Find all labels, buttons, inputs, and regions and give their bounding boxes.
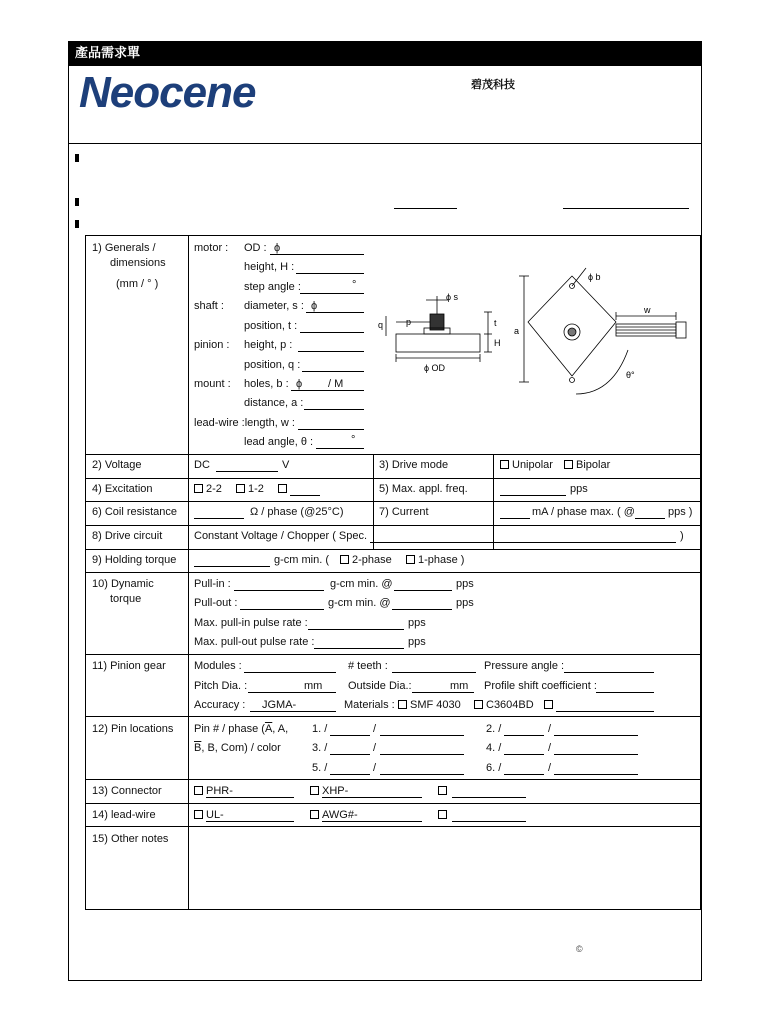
pin-5-phase-field[interactable] — [330, 774, 370, 775]
position-t-label: position, t : — [244, 320, 298, 332]
pin-1-color-field[interactable] — [380, 735, 464, 736]
max-pullin-pps: pps — [408, 617, 426, 629]
row-line — [86, 454, 700, 455]
pullin-label: Pull-in : — [194, 578, 231, 590]
teeth-field[interactable] — [392, 672, 476, 673]
q-label: q — [378, 320, 384, 330]
od-field[interactable] — [270, 254, 364, 255]
pin-5-slash: / — [373, 762, 377, 774]
excitation-12-option[interactable]: 1-2 — [236, 483, 264, 496]
excitation-22-checkbox[interactable] — [194, 484, 203, 493]
c3604bd-checkbox[interactable] — [474, 700, 483, 709]
holding-torque-unit: g-cm min. ( — [274, 554, 329, 566]
current-pps-field[interactable] — [635, 518, 665, 519]
leadwire-other-field[interactable] — [452, 821, 526, 822]
holes-m: / M — [328, 378, 344, 390]
r5-label: 5) Max. appl. freq. — [379, 483, 468, 495]
height-p-label: height, p : — [244, 339, 293, 351]
pin-2-phase-field[interactable] — [504, 735, 544, 736]
ul-checkbox[interactable] — [194, 810, 203, 819]
row-line — [86, 826, 700, 827]
pin-6-color-field[interactable] — [554, 774, 638, 775]
pressure-field[interactable] — [564, 672, 654, 673]
pin-2-color-field[interactable] — [554, 735, 638, 736]
theta-label: θ° — [626, 370, 635, 380]
col-line — [493, 454, 494, 549]
od-symbol: ϕ — [274, 242, 281, 254]
pin-6-label: 6. / — [486, 762, 502, 774]
pullin-pps: pps — [456, 578, 474, 590]
pullout-unit: g-cm min. @ — [328, 597, 391, 609]
shaft-label: shaft : — [194, 300, 224, 312]
voltage-dc: DC — [194, 459, 210, 471]
distance-field[interactable] — [304, 409, 364, 410]
position-t-field[interactable] — [300, 332, 364, 333]
phr-checkbox[interactable] — [194, 786, 203, 795]
pullout-label: Pull-out : — [194, 597, 238, 609]
max-pullout-pps: pps — [408, 636, 426, 648]
two-phase-option[interactable]: 2-phase — [340, 554, 392, 567]
smf4030-checkbox[interactable] — [398, 700, 407, 709]
lead-angle-field[interactable] — [316, 448, 364, 449]
p-label: p — [406, 317, 412, 327]
w-label: w — [644, 305, 651, 315]
current-unit-2: pps ) — [668, 506, 693, 518]
degree-mark: ° — [352, 279, 357, 291]
pin-3-color-field[interactable] — [380, 754, 464, 755]
r14-label: 14) lead-wire — [92, 809, 156, 821]
awg-option[interactable]: AWG#- — [310, 809, 358, 822]
r12-label: 12) Pin locations — [92, 723, 174, 735]
excitation-12-checkbox[interactable] — [236, 484, 245, 493]
pullin-field[interactable] — [234, 590, 324, 591]
max-pullout-field[interactable] — [314, 648, 404, 649]
step-angle-label: step angle : — [244, 281, 301, 293]
a-label: a — [514, 326, 520, 336]
lead-degree-mark: ° — [351, 434, 356, 446]
step-angle-field[interactable] — [300, 293, 364, 294]
pullin-unit: g-cm min. @ — [330, 578, 393, 590]
pin-2-label: 2. / — [486, 723, 502, 735]
pin-4-color-field[interactable] — [554, 754, 638, 755]
max-pullout-label: Max. pull-out pulse rate : — [194, 636, 315, 648]
bullet-3 — [75, 220, 79, 228]
leadwire-length-label: lead-wire :length, w : — [194, 417, 295, 429]
other-notes-area[interactable] — [190, 828, 698, 908]
r6-label: 6) Coil resistance — [92, 506, 177, 518]
unipolar-checkbox[interactable] — [500, 460, 509, 469]
excitation-other-field[interactable] — [290, 495, 320, 496]
accuracy-label: Accuracy : — [194, 699, 246, 711]
row-line — [86, 501, 700, 502]
phi-b-label: ϕ b — [588, 272, 601, 282]
company-name: 碧茂科技 — [471, 78, 515, 91]
material-other-field[interactable] — [556, 711, 654, 712]
height-h-field[interactable] — [296, 273, 364, 274]
pin-6-slash: / — [548, 762, 552, 774]
diameter-label: diameter, s : — [244, 300, 304, 312]
row-line — [86, 478, 700, 479]
pullout-field[interactable] — [240, 609, 324, 610]
r11-label: 11) Pinion gear — [92, 660, 166, 672]
pin-3-phase-field[interactable] — [330, 754, 370, 755]
xhp-field[interactable] — [322, 797, 422, 798]
pinion-label: pinion : — [194, 339, 230, 351]
t-label: t — [494, 318, 497, 328]
pin-5-label: 5. / — [312, 762, 328, 774]
drive-spec-field[interactable] — [370, 542, 676, 543]
excitation-22-option[interactable]: 2-2 — [194, 483, 222, 496]
bipolar-option[interactable]: Bipolar — [564, 459, 610, 472]
bullet-1 — [75, 154, 79, 162]
lead-angle-label: lead angle, θ : — [244, 436, 314, 448]
xhp-option[interactable]: XHP- — [310, 785, 348, 798]
one-phase-option[interactable]: 1-phase ) — [406, 554, 464, 567]
pullin-pps-field[interactable] — [394, 590, 452, 591]
bipolar-checkbox[interactable] — [564, 460, 573, 469]
pitch-field[interactable] — [248, 692, 336, 693]
modules-field[interactable] — [244, 672, 336, 673]
xhp-checkbox[interactable] — [310, 786, 319, 795]
motor-label: motor : — [194, 242, 229, 254]
r1-label-1: 1) Generals / — [92, 242, 156, 254]
pressure-label: Pressure angle : — [484, 660, 565, 672]
pin-4-phase-field[interactable] — [504, 754, 544, 755]
leadwire-length-field[interactable] — [298, 429, 364, 430]
position-q-label: position, q : — [244, 359, 301, 371]
phr-field[interactable] — [206, 797, 294, 798]
r7-label: 7) Current — [379, 506, 429, 518]
c3604bd-option[interactable]: C3604BD — [474, 699, 534, 712]
pullout-pps: pps — [456, 597, 474, 609]
excitation-other-checkbox[interactable] — [278, 484, 287, 493]
one-phase-checkbox[interactable] — [406, 555, 415, 564]
holes-label: holes, b : — [244, 378, 289, 390]
position-q-field[interactable] — [302, 371, 364, 372]
diameter-symbol: ϕ — [311, 300, 318, 312]
teeth-label: # teeth : — [348, 660, 388, 672]
material-other-checkbox[interactable] — [544, 700, 553, 709]
drive-spec-close: ) — [680, 530, 684, 542]
form-title-bar: 產品需求單 — [69, 42, 701, 66]
header-divider — [69, 143, 701, 144]
profile-field[interactable] — [596, 692, 654, 693]
col-line — [188, 236, 189, 909]
row-line — [86, 549, 700, 550]
pin-1-label: 1. / — [312, 723, 328, 735]
pin-4-slash: / — [548, 742, 552, 754]
pin-1-slash: / — [373, 723, 377, 735]
row-line — [86, 654, 700, 655]
h-label: H — [494, 338, 501, 348]
r1-label-3: (mm / ° ) — [116, 278, 159, 290]
awg-checkbox[interactable] — [310, 810, 319, 819]
height-h-label: height, H : — [244, 261, 295, 273]
diameter-field[interactable] — [306, 312, 364, 313]
materials-label: Materials : — [344, 699, 395, 711]
ul-option[interactable]: UL- — [194, 809, 224, 822]
connector-other-option[interactable] — [438, 785, 450, 798]
outside-label: Outside Dia.: — [348, 680, 412, 692]
pin-3-slash: / — [373, 742, 377, 754]
unipolar-option[interactable]: Unipolar — [500, 459, 553, 472]
phr-option[interactable]: PHR- — [194, 785, 233, 798]
row-line — [86, 716, 700, 717]
connector-other-field[interactable] — [452, 797, 526, 798]
current-unit: mA / phase max. ( @ — [532, 506, 635, 518]
requirements-table — [85, 235, 701, 910]
pullout-pps-field[interactable] — [392, 609, 452, 610]
profile-label: Profile shift coefficient : — [484, 680, 597, 692]
excitation-other-option[interactable] — [278, 483, 290, 496]
row-line — [86, 779, 700, 780]
r10-label-1: 10) Dynamic — [92, 578, 154, 590]
r4-label: 4) Excitation — [92, 483, 153, 495]
pin-phase-label: Pin # / phase ($\overline{A}$, A, — [194, 723, 289, 735]
pin-1-phase-field[interactable] — [330, 735, 370, 736]
awg-field[interactable] — [322, 821, 422, 822]
max-freq-field[interactable] — [500, 495, 566, 496]
mount-label: mount : — [194, 378, 231, 390]
coil-resistance-unit: Ω / phase (@25°C) — [250, 506, 344, 518]
max-pullin-field[interactable] — [308, 629, 404, 630]
motor-dimension-diagram — [376, 266, 696, 426]
r1-label-2: dimensions — [110, 257, 166, 269]
two-phase-checkbox[interactable] — [340, 555, 349, 564]
copyright-mark: © — [576, 944, 583, 954]
header-blank-1[interactable] — [394, 208, 457, 209]
distance-label: distance, a : — [244, 397, 304, 409]
smf4030-option[interactable]: SMF 4030 — [398, 699, 461, 712]
material-other-option[interactable] — [544, 699, 556, 712]
outside-unit: mm — [450, 680, 469, 692]
r9-label: 9) Holding torque — [92, 554, 177, 566]
od-label: OD : — [244, 242, 267, 254]
header-blank-2[interactable] — [563, 208, 689, 209]
voltage-field[interactable] — [216, 471, 278, 472]
r8-label: 8) Drive circuit — [92, 530, 163, 542]
current-field[interactable] — [500, 518, 530, 519]
accuracy-value: JGMA- — [262, 699, 297, 711]
pin-2-slash: / — [548, 723, 552, 735]
max-freq-unit: pps — [570, 483, 588, 495]
connector-other-checkbox[interactable] — [438, 786, 447, 795]
neocene-logo: Neocene — [79, 68, 256, 117]
row-line — [86, 525, 700, 526]
holding-torque-field[interactable] — [194, 566, 270, 567]
coil-resistance-field[interactable] — [194, 518, 244, 519]
r10-label-2: torque — [110, 593, 142, 605]
modules-label: Modules : — [194, 660, 242, 672]
ul-field[interactable] — [206, 821, 294, 822]
r13-label: 13) Connector — [92, 785, 162, 797]
pin-6-phase-field[interactable] — [504, 774, 544, 775]
pin-color-label: $\overline{B}$, B, Com) / color — [194, 742, 281, 754]
r2-label: 2) Voltage — [92, 459, 142, 471]
drive-circuit-text: Constant Voltage / Chopper ( Spec. — [194, 530, 368, 542]
pitch-unit: mm — [304, 680, 323, 692]
col-line — [373, 454, 374, 549]
voltage-unit: V — [282, 459, 290, 471]
max-pullin-label: Max. pull-in pulse rate : — [194, 617, 308, 629]
bullet-2 — [75, 198, 79, 206]
row-line — [86, 572, 700, 573]
holes-field[interactable] — [291, 390, 364, 391]
leadwire-other-option[interactable] — [438, 809, 450, 822]
pin-3-label: 3. / — [312, 742, 328, 754]
holes-symbol: ϕ — [296, 378, 303, 390]
height-p-field[interactable] — [298, 351, 364, 352]
leadwire-other-checkbox[interactable] — [438, 810, 447, 819]
row-line — [86, 803, 700, 804]
phi-od-label: ϕ OD — [424, 363, 446, 373]
phi-s-label: ϕ s — [446, 292, 459, 302]
r15-label: 15) Other notes — [92, 833, 169, 845]
r3-label: 3) Drive mode — [379, 459, 449, 471]
pin-4-label: 4. / — [486, 742, 502, 754]
pin-5-color-field[interactable] — [380, 774, 464, 775]
pitch-label: Pitch Dia. : — [194, 680, 248, 692]
